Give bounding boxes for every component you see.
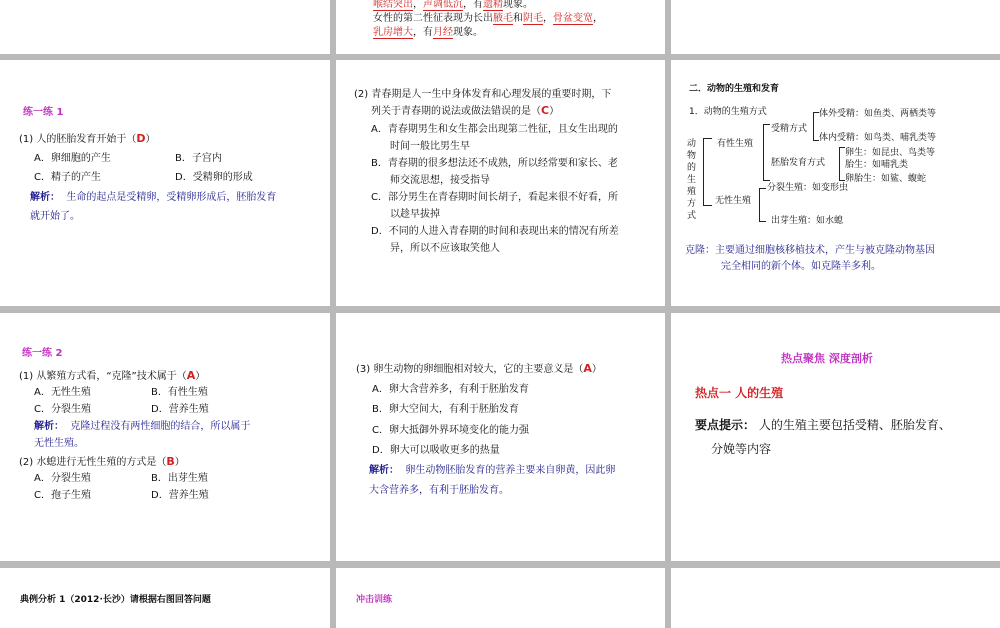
answer-mark: B bbox=[166, 455, 175, 468]
option-d: D．受精卵的形成 bbox=[175, 172, 253, 183]
answer-blank: 骨盆变宽 bbox=[553, 13, 593, 24]
slide-question-3 bbox=[336, 313, 665, 561]
option-b-cont: 师交流思想，接受指导 bbox=[390, 175, 490, 186]
answer-blank: 腋毛 bbox=[493, 13, 513, 24]
slide-top-left bbox=[0, 0, 330, 54]
tree-external: 体外受精：如鱼类、两栖类等 bbox=[819, 109, 937, 119]
tree-asexual: 无性生殖 bbox=[715, 196, 752, 206]
answer-blank: 月经 bbox=[433, 27, 453, 38]
question-line: (1) 人的胚胎发育开始于（D） bbox=[19, 132, 156, 145]
option-a: A．卵细胞的产生 bbox=[34, 153, 111, 164]
slide-question-2 bbox=[336, 60, 665, 306]
answer-blank: 乳房增大 bbox=[373, 27, 413, 38]
slide-bottom-right bbox=[671, 568, 1000, 628]
exercise-title: 练一练 2 bbox=[22, 348, 63, 359]
option-d: D．不同的人进入青春期的时间和表现出来的情况有所差 bbox=[371, 226, 619, 237]
tree-oviparous: 卵生：如昆虫、鸟类等 bbox=[845, 148, 936, 158]
exercise-title: 练一练 1 bbox=[23, 107, 64, 118]
hotspot-point: 热点一 人的生殖 bbox=[695, 386, 784, 400]
option-c: C．精子的产生 bbox=[34, 172, 101, 183]
hotspot-title: 热点聚焦 深度剖析 bbox=[781, 352, 873, 365]
analysis-line-2: 就开始了。 bbox=[30, 211, 80, 222]
example-heading: 典例分析 1（2012·长沙）请根据右图回答问题 bbox=[20, 595, 211, 605]
clone-note: 克隆：主要通过细胞核移植技术，产生与被克隆动物基因 bbox=[685, 245, 935, 256]
option-c: C．部分男生在青春期时间长胡子，看起来很不好看，所 bbox=[371, 192, 618, 203]
tree-viviparous: 胎生：如哺乳类 bbox=[845, 160, 909, 170]
answer-mark: D bbox=[136, 132, 146, 145]
option-d: D．卵大可以吸收更多的热量 bbox=[372, 445, 500, 456]
option-d: D．营养生殖 bbox=[151, 404, 209, 415]
question-stem: (2) 青春期是人一生中身体发育和心理发展的重要时期，下 bbox=[354, 89, 612, 100]
male-traits-line: 喉结突出，声调低沉，有遗精现象。 bbox=[373, 0, 533, 10]
analysis-line-2: 无性生殖。 bbox=[34, 438, 84, 449]
tip-line: 要点提示： 人的生殖主要包括受精、胚胎发育、 bbox=[695, 418, 951, 432]
brace bbox=[703, 138, 712, 206]
drill-heading: 冲击训练 bbox=[356, 595, 393, 605]
answer-mark: A bbox=[583, 362, 592, 375]
tree-internal: 体内受精：如鸟类、哺乳类等 bbox=[819, 133, 937, 143]
slide-bottom-middle bbox=[336, 568, 665, 628]
option-c: C．孢子生殖 bbox=[34, 490, 91, 501]
question-stem: (3) 卵生动物的卵细胞相对较大，它的主要意义是（A） bbox=[356, 362, 602, 375]
option-c: C．卵大抵御外界环境变化的能力强 bbox=[372, 425, 529, 436]
brace bbox=[763, 124, 770, 181]
analysis-line: 解析： 生命的起点是受精卵，受精卵形成后，胚胎发育 bbox=[30, 192, 277, 203]
slide-animal-reproduction bbox=[671, 60, 1000, 306]
analysis-line-2: 大含营养多，有利于胚胎发育。 bbox=[369, 485, 509, 496]
clone-note-2: 完全相同的新个体。如克隆羊多利。 bbox=[721, 261, 881, 272]
option-b: B．青春期的很多想法还不成熟，所以经常要和家长、老 bbox=[371, 158, 618, 169]
tree-root: 动物的生殖方式 bbox=[687, 139, 697, 221]
tip-line-2: 分娩等内容 bbox=[711, 442, 772, 456]
answer-mark: C bbox=[541, 104, 550, 117]
section-heading: 二．动物的生殖和发育 bbox=[689, 84, 780, 94]
option-a: A．无性生殖 bbox=[34, 387, 91, 398]
option-d: D．营养生殖 bbox=[151, 490, 209, 501]
option-a: A．分裂生殖 bbox=[34, 473, 91, 484]
tree-fission: 分裂生殖：如变形虫 bbox=[767, 183, 849, 193]
answer-blank: 喉结突出 bbox=[373, 0, 413, 10]
answer-blank: 遗精 bbox=[483, 0, 503, 10]
tree-fertilization: 受精方式 bbox=[771, 124, 808, 134]
question-line: (1) 从繁殖方式看，“克隆”技术属于（A） bbox=[19, 369, 206, 382]
answer-blank: 声调低沉 bbox=[423, 0, 463, 10]
slide-exercise-1 bbox=[0, 60, 330, 306]
tree-embryo: 胚胎发育方式 bbox=[771, 158, 826, 168]
slide-bottom-left bbox=[0, 568, 330, 628]
option-b: B．子宫内 bbox=[175, 153, 222, 164]
slide-top-right bbox=[671, 0, 1000, 54]
analysis-line: 解析： 卵生动物胚胎发育的营养主要来自卵黄，因此卵 bbox=[369, 465, 616, 476]
option-c-cont: 以趁早拔掉 bbox=[390, 209, 440, 220]
answer-blank: 阴毛 bbox=[523, 13, 543, 24]
slide-hotspot bbox=[671, 313, 1000, 561]
option-a: A．青春期男生和女生都会出现第二性征，且女生出现的 bbox=[371, 124, 618, 135]
option-c: C．分裂生殖 bbox=[34, 404, 91, 415]
brace bbox=[759, 188, 766, 222]
option-b: B．有性生殖 bbox=[151, 387, 208, 398]
slide-exercise-2 bbox=[0, 313, 330, 561]
option-a: A．卵大含营养多，有利于胚胎发育 bbox=[372, 384, 529, 395]
option-d-cont: 异，所以不应该取笑他人 bbox=[390, 243, 500, 254]
question-line-2: (2) 水螅进行无性生殖的方式是（B） bbox=[19, 455, 185, 468]
tree-ovoviviparous: 卵胎生：如鲨、蝮蛇 bbox=[845, 174, 927, 184]
tree-budding: 出芽生殖：如水螅 bbox=[771, 216, 844, 226]
option-a-cont: 时间一般比男生早 bbox=[390, 141, 470, 152]
analysis-line: 解析： 克隆过程没有两性细胞的结合，所以属于 bbox=[34, 421, 251, 432]
option-b: B．卵大空间大，有利于胚胎发育 bbox=[372, 404, 519, 415]
option-b: B．出芽生殖 bbox=[151, 473, 208, 484]
female-traits-line: 女性的第二性征表现为长出腋毛和阴毛，骨盆变宽， bbox=[373, 13, 603, 24]
female-traits-line-2: 乳房增大，有月经现象。 bbox=[373, 27, 483, 38]
slide-top-middle bbox=[336, 0, 665, 54]
subsection-heading: 1．动物的生殖方式 bbox=[689, 107, 767, 117]
question-stem-2: 列关于青春期的说法或做法错误的是（C） bbox=[371, 104, 560, 117]
answer-mark: A bbox=[186, 369, 196, 382]
tree-sexual: 有性生殖 bbox=[717, 139, 754, 149]
